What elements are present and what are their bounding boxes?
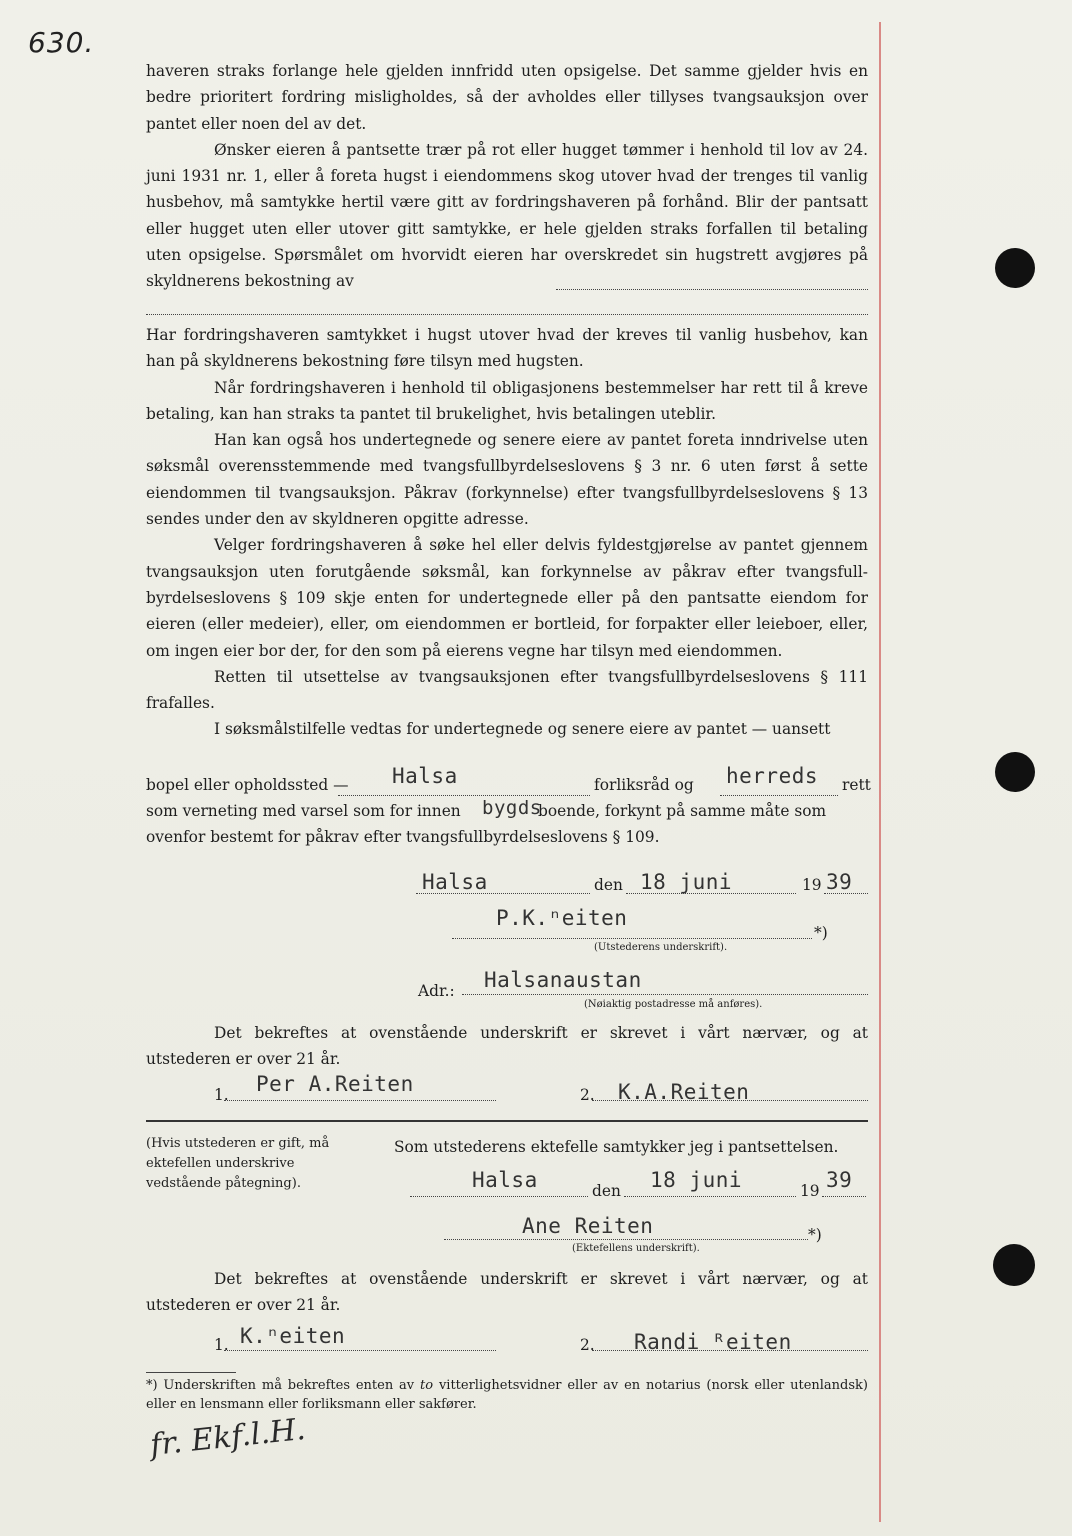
spouse-signature-caption: (Ektefellens underskrift). [572,1243,700,1254]
spouse-side-note: (Hvis utstederen er gift, må ektefellen underskrive vedstående påtegning). [146,1136,330,1191]
paragraph: I søksmålstilfelle vedtas for undertegnede og senere eiere av pantet — uansett [214,720,831,739]
issuer-year-prefix: 19 [802,876,822,894]
spouse-place: Halsa [472,1168,538,1192]
issuer-place: Halsa [422,870,488,894]
witness-number: 2. [580,1086,595,1104]
fill-line [556,289,868,290]
paragraph: Har fordringshaveren samtykket i hugst utover hvad der kreves til vanlig husbehov, kan han på skyldnerens bekostning føre tilsyn med hugsten. [146,326,868,371]
witness-2-name: Randi ᴿeiten [634,1330,792,1354]
spouse-consent: Som utstederens ektefelle samtykker jeg i pantsettelsen. [394,1138,839,1156]
issuer-address: Halsanaustan [484,968,642,992]
venue-line-1-c: rett [842,776,871,794]
fill-line [224,1350,496,1351]
fill-line [224,1100,496,1101]
footnote [146,1376,868,1414]
witness-2-name: K.A.Reiten [618,1080,750,1104]
asterisk: *) [808,1226,822,1244]
venue-fill-court: Halsa [392,764,458,788]
paragraph: Ønsker eieren å pantsette trær på rot eller hugget tømmer i henhold til lov av 24. juni 1931 nr. 1, eller å foreta hugst i eiendommens skog utover hvad der trenges til vanlig husbehov, må samtykke hertil være gitt av fordringshaveren på forhånd. Blir der pantsatt eller hugget uten eller utover gitt samtykke, er hele gjelden straks forfallen til betaling uten opsigelse. Spørsmålet om hvorvidt eieren har overskredet sin hugstrett avgjøres på skyldnerens bekostning av [146,140,868,291]
witness-number: 2. [580,1336,595,1354]
spouse-den: den [592,1182,621,1200]
venue-fill-district: bygds [482,797,542,819]
venue-line-2-a: som verneting med varsel som for innen [146,802,461,820]
witness-text-2 [146,1266,868,1319]
venue-fill-type: herreds [726,764,819,788]
paragraph: Når fordringshaveren i henhold til obligasjonens bestemmelser har rett til å kreve betaling, kan han straks ta pantet til brukelighet, hvis betalingen uteblir. [146,378,868,423]
witness-1-name: Per A.Reiten [256,1072,414,1096]
issuer-den: den [594,876,623,894]
paragraph: Retten til utsettelse av tvangsauksjonen efter tvangsfullbyrdelseslovens § 111 frafalles. [146,667,868,713]
spouse-date: 18 juni [650,1168,743,1192]
footnote-text-a: *) Underskriften må bekreftes enten av [146,1378,415,1393]
paragraph: Velger fordringshaveren å søke hel eller delvis fyldestgjørelse av pantet gjennem tvangsauksjon uten forutgående søksmål, kan forkynnelse av påkrav efter tvangsfullbyrdelseslovens § 109 skje enten for undertegnede eller på den pantsatte eiendom for eieren (eller medeier), eller, om eiendommen er bortleid, for forpakter eller leieboer, eller, om ingen eier bor der, for den som på eierens vegne har tilsyn med eiendommen. [146,536,868,660]
witness-number: 1. [214,1336,229,1354]
page-number: 630. [28,26,95,59]
spouse-year-prefix: 19 [800,1182,820,1200]
spouse-year-suffix: 39 [826,1168,853,1192]
fill-line [720,795,838,796]
address-label: Adr.: [418,982,455,1000]
punch-hole [993,1244,1035,1286]
witness-text-1 [146,1020,868,1073]
punch-hole [995,752,1035,792]
issuer-signature: P.K.ⁿeiten [496,906,628,930]
fill-line [338,795,590,796]
text-block-2 [146,322,868,743]
text-block-1 [146,58,868,295]
margin-line [879,22,881,1522]
paragraph: Det bekreftes at ovenstående underskrift er skrevet i vårt nærvær, og at utstederen er over 21 år. [146,1024,868,1069]
fill-line [822,1196,866,1197]
witness-number: 1. [214,1086,229,1104]
paragraph: haveren straks forlange hele gjelden innfridd uten opsigelse. Det samme gjelder hvis en bedre prioritert fordring misligholdes, så der avholdes eller tillyses tvangsauksjon over pantet eller noen del av det. [146,62,868,133]
venue-line-1-a: bopel eller opholdssted — [146,776,349,794]
issuer-year-suffix: 39 [826,870,853,894]
fill-line [410,1196,588,1197]
witness-1-name: K.ⁿeiten [240,1324,346,1348]
paragraph: Han kan også hos undertegnede og senere eiere av pantet foreta inndrivelse uten søksmål overensstemmende med tvangsfullbyrdelseslovens § 3 nr. 6 uten først å sette eiendommen til tvangsauksjon. Påkrav (forkynnelse) efter tvangsfullbyrdelseslovens § 13 sendes under den av skyldneren opgitte adresse. [146,431,868,529]
address-line [462,994,868,995]
signature-line [452,938,812,939]
address-caption: (Nøiaktig postadresse må anføres). [584,999,763,1010]
venue-line-1-b: forliksråd og [594,776,694,794]
paragraph: Det bekreftes at ovenstående underskrift er skrevet i vårt nærvær, og at utstederen er over 21 år. [146,1270,868,1315]
footnote-italic: to [420,1378,434,1393]
venue-line-2-b: boende, forkynt på samme måte som [538,802,827,820]
fill-line [824,893,868,894]
venue-line-3: ovenfor bestemt for påkrav efter tvangsfullbyrdelseslovens § 109. [146,828,660,846]
fill-line [624,1196,796,1197]
footnote-rule [146,1372,236,1373]
asterisk: *) [814,924,828,942]
spouse-signature: Ane Reiten [522,1214,654,1238]
signature-line [444,1239,808,1240]
issuer-date: 18 juni [640,870,733,894]
signature-caption: (Utstederens underskrift). [594,942,728,953]
handwritten-note: fr. Ekf.l.H. [148,1411,308,1464]
punch-hole [995,248,1035,288]
section-divider [146,1120,868,1122]
fill-line [146,314,868,315]
footnote-text-b: vitterlighetsvidner eller av en notarius (norsk eller utenlandsk) eller en lensmann eller forliksmann eller sakfører. [146,1378,868,1412]
